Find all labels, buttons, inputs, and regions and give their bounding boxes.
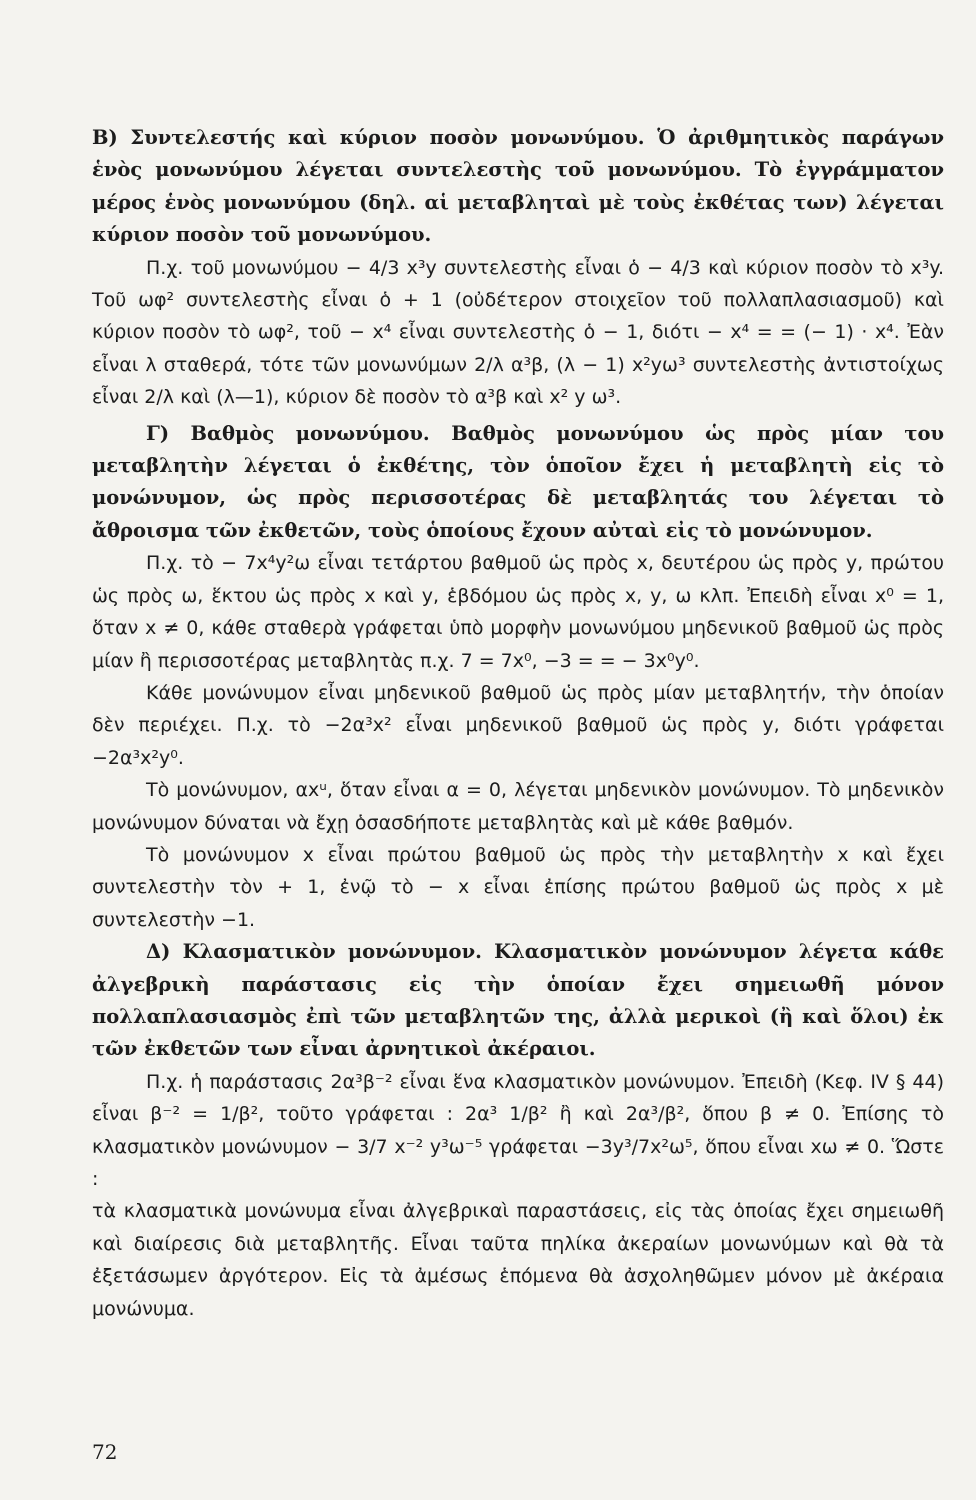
- paragraph-conclusion: τὰ κλασματικὰ μονώνυμα εἶναι ἀλγεβρικαὶ παραστάσεις, εἰς τὰς ὁποίας ἔχει σημειωθῆ καὶ διαίρεσις διὰ μεταβλητῆς. Εἶναι ταῦτα πηλίκα ἀκεραίων μονωνύμων καὶ θὰ τὰ ἐξετάσωμεν ἀργότερον. Εἰς τὰ ἀμέσως ἑπόμενα θὰ ἀσχοληθῶμεν μόνον μὲ ἀκέραια μονώνυμα.: [92, 1200, 944, 1320]
- paragraph-section-d: Δ) Κλασματικὸν μονώνυμον. Κλασματικὸν μονώνυμον λέγετα κάθε ἀλγεβρικὴ παράστασις εἰς τὴν ὁποίαν ἔχει σημειωθῆ μόνον πολλαπλασιασμὸς ἐπὶ τῶν μεταβλητῶν της, ἀλλὰ μερικοὶ (ἢ καὶ ὅλοι) ἐκ τῶν ἐκθετῶν των εἶναι ἀρνητικοὶ ἀκέραιοι.: [92, 940, 944, 1061]
- page-number: 72: [92, 1440, 118, 1464]
- paragraph-example-degree: Π.χ. τὸ − 7x⁴y²ω εἶναι τετάρτου βαθμοῦ ὡς πρὸς x, δευτέρου ὡς πρὸς y, πρώτου ὡς πρὸς ω, ἕκτου ὡς πρὸς x καὶ y, ἑβδόμου ὡς πρὸς x, y, ω κλπ. Ἐπειδὴ εἶναι x⁰ = 1, ὅταν x ≠ 0, κάθε σταθερὰ γράφεται ὑπὸ μορφὴν μονωνύμου μηδενικοῦ βαθμοῦ ὡς πρὸς μίαν ἢ περισσοτέρας μεταβλητὰς π.χ. 7 = 7x⁰, −3 = = − 3x⁰y⁰.: [92, 552, 944, 672]
- page-body: [92, 122, 944, 1325]
- paragraph-first-degree: Τὸ μονώνυμον x εἶναι πρώτου βαθμοῦ ὡς πρὸς τὴν μεταβλητὴν x καὶ ἔχει συντελεστὴν τὸν + 1, ἐνῷ τὸ − x εἶναι ἐπίσης πρώτου βαθμοῦ ὡς πρὸς x μὲ συντελεστὴν −1.: [92, 843, 944, 931]
- paragraph-section-c: Γ) Βαθμὸς μονωνύμου. Βαθμὸς μονωνύμου ὡς πρὸς μίαν του μεταβλητὴν λέγεται ὁ ἐκθέτης, τὸν ὁποῖον ἔχει ἡ μεταβλητὴ εἰς τὸ μονώνυμον, ὡς πρὸς περισσοτέρας δὲ μεταβλητάς του λέγεται τὸ ἄθροισμα τῶν ἐκθετῶν, τοὺς ὁποίους ἔχουν αὐταὶ εἰς τὸ μονώνυμον.: [92, 421, 944, 542]
- paragraph-example-coefficient: Π.χ. τοῦ μονωνύμου − 4/3 x³y συντελεστὴς εἶναι ὁ − 4/3 καὶ κύριον ποσὸν τὸ x³y. Τοῦ ωφ² συντελεστὴς εἶναι ὁ + 1 (οὐδέτερον στοιχεῖον τοῦ πολλαπλασιασμοῦ) καὶ κύριον ποσὸν τὸ ωφ², τοῦ − x⁴ εἶναι συντελεστὴς ὁ − 1, διότι − x⁴ = = (− 1) · x⁴. Ἐὰν εἶναι λ σταθερά, τότε τῶν μονωνύμων 2/λ α³β, (λ − 1) x²yω³ συντελεστὴς ἀντιστοίχως εἶναι 2/λ καὶ (λ—1), κύριον δὲ ποσὸν τὸ α³β καὶ x² y ω³.: [92, 256, 944, 409]
- paragraph-fractional-example: Π.χ. ἡ παράστασις 2α³β⁻² εἶναι ἕνα κλασματικὸν μονώνυμον. Ἐπειδὴ (Κεφ. IV § 44) εἶναι β⁻² = 1/β², τοῦτο γράφεται : 2α³ 1/β² ἢ καὶ 2α³/β², ὅπου β ≠ 0. Ἐπίσης τὸ κλασματικὸν μονώνυμον − 3/7 x⁻² y³ω⁻⁵ γράφεται −3y³/7x²ω⁵, ὅπου εἶναι xω ≠ 0. Ὥστε :: [92, 1070, 944, 1190]
- paragraph-section-b: Β) Συντελεστής καὶ κύριον ποσὸν μονωνύμου. Ὁ ἀριθμητικὸς παράγων ἑνὸς μονωνύμου λέγεται συντελεστὴς τοῦ μονωνύμου. Τὸ ἐγγράμματον μέρος ἑνὸς μονωνύμου (δηλ. αἱ μεταβληταὶ μὲ τοὺς ἐκθέτας των) λέγεται κύριον ποσὸν τοῦ μονωνύμου.: [92, 126, 944, 247]
- paragraph-zero-monomial: Τὸ μονώνυμον, αxᵘ, ὅταν εἶναι α = 0, λέγεται μηδενικὸν μονώνυμον. Τὸ μηδενικὸν μονώνυμον δύναται νὰ ἔχῃ ὁσασδήποτε μεταβλητὰς καὶ μὲ κάθε βαθμόν.: [92, 779, 944, 834]
- paragraph-zero-degree: Κάθε μονώνυμον εἶναι μηδενικοῦ βαθμοῦ ὡς πρὸς μίαν μεταβλητήν, τὴν ὁποίαν δὲν περιέχει. Π.χ. τὸ −2α³x² εἶναι μηδενικοῦ βαθμοῦ ὡς πρὸς y, διότι γράφεται −2α³x²y⁰.: [92, 681, 944, 769]
